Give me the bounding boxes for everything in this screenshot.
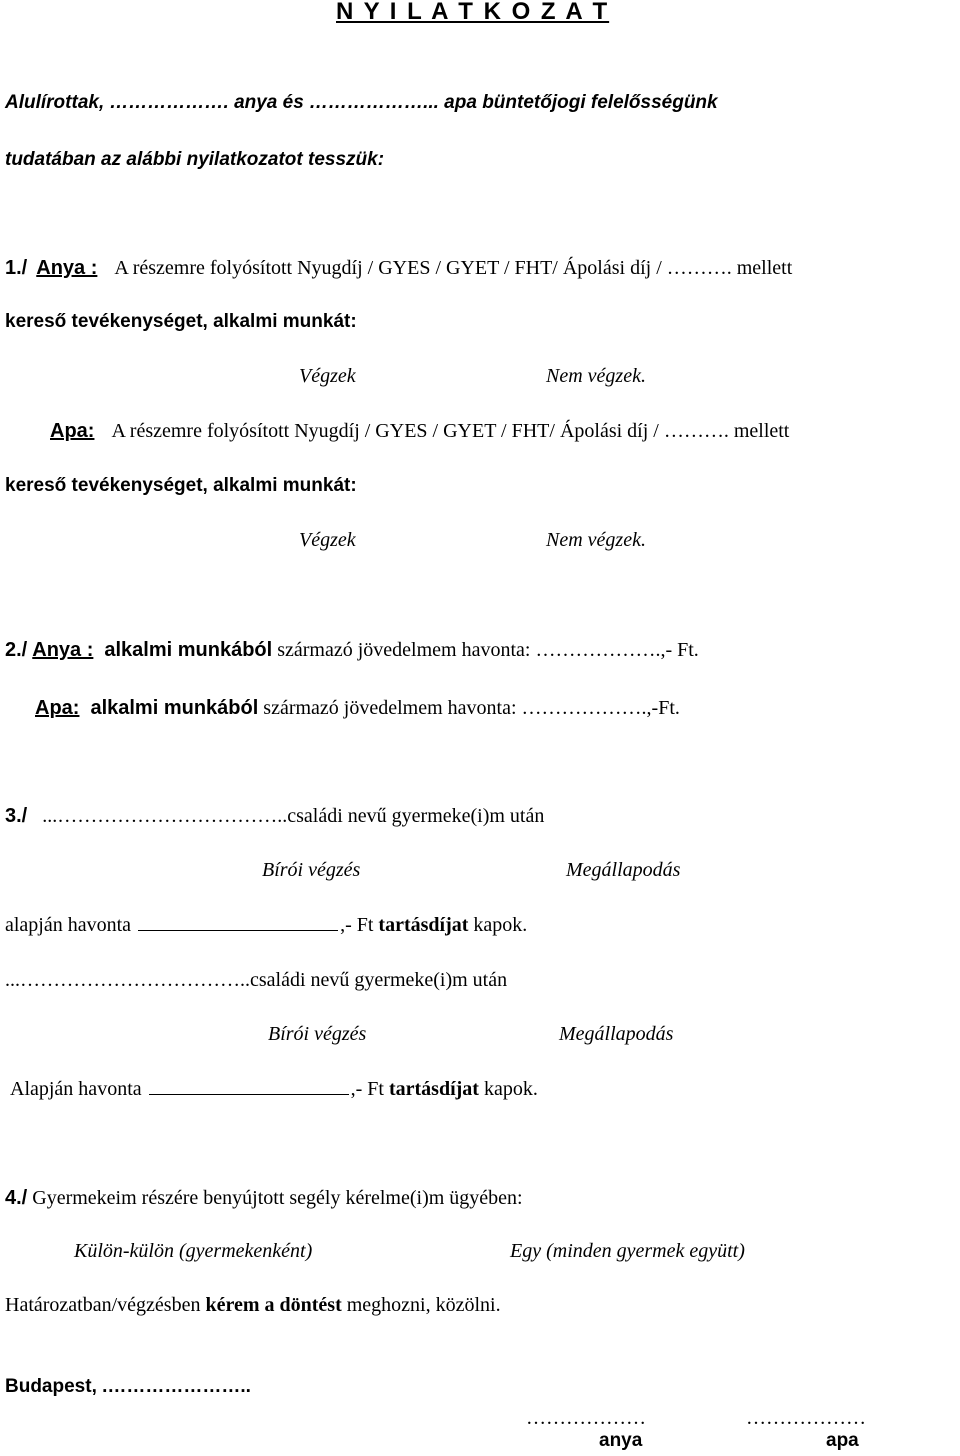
section2-anya-label: Anya : [32, 639, 94, 661]
section1-anya-text: A részemre folyósított Nyugdíj / GYES / GYET / FHT/ Ápolási díj / ………. mellett [114, 257, 793, 279]
signature-label-anya: anya [599, 1430, 643, 1451]
intro-line-1: Alulírottak, ………………. anya és ………………... apa büntetőjogi felelősségünk [5, 92, 718, 113]
section4-decision-bold: kérem a döntést [205, 1294, 342, 1316]
section2-apa-rest: származó jövedelmem havonta: ……………….,-Ft. [263, 697, 680, 719]
section4-line [5, 1188, 523, 1208]
section3-kapok-1: kapok. [473, 914, 528, 936]
section1-anya-option-yes[interactable]: Végzek [299, 365, 356, 387]
section4-decision-line [5, 1295, 501, 1315]
section3-alimony-line-1 [5, 915, 527, 935]
section3-ft-2: ,- Ft [350, 1078, 384, 1100]
section2-anya-rest: származó jövedelmem havonta: ……………….,- Ft. [277, 639, 699, 661]
section3-child-text-2: ...……………………………..családi nevű gyermeke(i)m után [5, 969, 508, 991]
intro-line-2: tudatában az alábbi nyilatkozatot tesszük: [5, 149, 385, 170]
section3-alimony-line-2 [10, 1079, 538, 1099]
section3-option-agreement-1[interactable]: Megállapodás [566, 859, 681, 881]
place-date-line: Budapest, .………………….. [5, 1376, 251, 1397]
section4-number: 4./ [5, 1187, 28, 1209]
section3-kapok-2: kapok. [483, 1078, 538, 1100]
section2-number: 2./ [5, 639, 28, 661]
section3-child-text-1: ...……………………………..családi nevű gyermeke(i)m után [42, 805, 545, 827]
section4-option-separate[interactable]: Külön-külön (gyermekenként) [74, 1240, 313, 1262]
section2-apa-bold: alkalmi munkából [90, 697, 259, 719]
section1-apa-line [50, 421, 789, 441]
section3-tartasdij-1: tartásdíjat [378, 914, 469, 936]
signature-label-apa: apa [826, 1430, 859, 1451]
section4-option-together[interactable]: Egy (minden gyermek együtt) [510, 1240, 745, 1262]
section1-apa-option-no[interactable]: Nem végzek. [546, 529, 646, 551]
section2-anya-line [5, 640, 699, 660]
section1-anya-cont: kereső tevékenységet, alkalmi munkát: [5, 311, 357, 332]
section1-apa-option-yes[interactable]: Végzek [299, 529, 356, 551]
section3-ft-1: ,- Ft [340, 914, 374, 936]
section1-anya-label: Anya : [36, 257, 98, 279]
section3-option-court-1[interactable]: Bírói végzés [262, 859, 361, 881]
section1-anya-line [5, 258, 792, 278]
section1-anya-option-no[interactable]: Nem végzek. [546, 365, 646, 387]
signature-dots-apa: ……………… [746, 1407, 866, 1429]
section3-option-court-2[interactable]: Bírói végzés [268, 1023, 367, 1045]
section2-apa-line [35, 698, 680, 718]
section3-alapjan-1: alapján havonta [5, 914, 132, 936]
section3-number: 3./ [5, 805, 28, 827]
alimony-amount-field-1[interactable] [138, 929, 338, 931]
alimony-amount-field-2[interactable] [149, 1093, 349, 1095]
page-title: N Y I L A T K O Z A T [336, 0, 610, 25]
section2-anya-bold: alkalmi munkából [104, 639, 273, 661]
section3-alapjan-2: Alapján havonta [10, 1078, 142, 1100]
section1-apa-cont: kereső tevékenységet, alkalmi munkát: [5, 475, 357, 496]
signature-dots-anya: ……………… [526, 1407, 646, 1429]
section1-number: 1./ [5, 257, 28, 279]
section4-text: Gyermekeim részére benyújtott segély kérelme(i)m ügyében: [32, 1187, 523, 1209]
section2-apa-label: Apa: [35, 697, 80, 719]
section4-decision-pre: Határozatban/végzésben [5, 1294, 201, 1316]
section1-apa-label: Apa: [50, 420, 95, 442]
section3-option-agreement-2[interactable]: Megállapodás [559, 1023, 674, 1045]
section1-apa-text: A részemre folyósított Nyugdíj / GYES / GYET / FHT/ Ápolási díj / ………. mellett [111, 420, 790, 442]
section3-tartasdij-2: tartásdíjat [388, 1078, 479, 1100]
section4-decision-post: meghozni, közölni. [346, 1294, 501, 1316]
section3-child-line-1 [5, 806, 544, 826]
